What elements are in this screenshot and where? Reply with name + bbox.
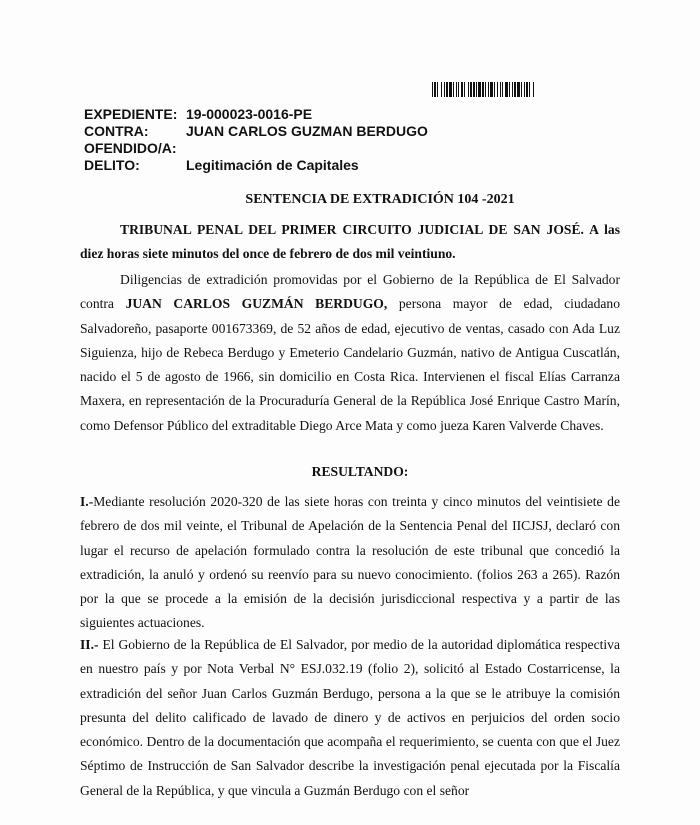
item-1-label: I.- (80, 494, 94, 509)
case-header (84, 106, 428, 174)
expediente-row (84, 106, 428, 123)
item-2 (80, 633, 620, 803)
ofendido-row (84, 140, 428, 157)
defendant-name: JUAN CARLOS GUZMÁN BERDUGO, (125, 296, 388, 312)
intro-text: TRIBUNAL PENAL DEL PRIMER CIRCUITO JUDICIAL DE SAN JOSÉ. A las diez horas siete minutos del once de febrero de dos mil veintiuno. (80, 222, 620, 262)
expediente-label: EXPEDIENTE: (84, 106, 178, 122)
document-title: SENTENCIA DE EXTRADICIÓN 104 -2021 (245, 192, 515, 207)
item-2-body: El Gobierno de la República de El Salvador, por medio de la autoridad diplomática respectiva en nuestro país y por Nota Verbal N° ESJ.032.19 (folio 2), solicitó al Estado Costarricense, la extradición del señor Juan Carlos Guzmán Berdugo, persona a la que se le atribuye la comisión presunta del delito calificado de lavado de dinero y de activos en perjuicios del orden socio económico. Dentro de la documentación que acompaña el requerimiento, se cuenta con que el Juez Séptimo de Instrucción de San Salvador describe la investigación penal ejecutada por la Fiscalía General de la República, y que vincula a Guzmán Berdugo con el señor (80, 637, 620, 798)
party-text (80, 268, 620, 438)
ofendido-label: OFENDIDO/A: (84, 140, 177, 156)
party-text-start: Diligencias de extradición promovidas por el Gobierno de la República de El Salvador contra (80, 272, 620, 312)
delito-value: Legitimación de Capitales (186, 157, 359, 173)
item-1-text (80, 490, 620, 636)
delito-row (84, 157, 428, 174)
party-text-rest: persona mayor de edad, ciudadano Salvadoreño, pasaporte 001673369, de 52 años de edad, ejecutivo de ventas, casado con Ada Luz Siguienza, hijo de Rebeca Berdugo y Emeterio Candelario Guzmán, nativo de Antigua Cuscatlán, nacido el 5 de agosto de 1966, sin domicilio en Costa Rica. Intervienen el fiscal Elías Carranza Maxera, en representación de la Procuraduría General de la República José Enrique Castro Marín, como Defensor Público del extraditable Diego Arce Mata y como jueza Karen Valverde Chaves. (80, 296, 620, 433)
intro-paragraph (80, 218, 620, 267)
item-1 (80, 490, 620, 636)
item-2-text (80, 633, 620, 803)
contra-label: CONTRA: (84, 123, 149, 139)
expediente-value: 19-000023-0016-PE (186, 106, 313, 122)
item-2-label: II.- (80, 637, 99, 652)
contra-row (84, 123, 428, 140)
contra-value: JUAN CARLOS GUZMAN BERDUGO (186, 123, 428, 139)
delito-label: DELITO: (84, 157, 140, 173)
resultando-heading: RESULTANDO: (311, 464, 409, 479)
item-1-body: Mediante resolución 2020-320 de las siete horas con treinta y cinco minutos del veintisiete de febrero de dos mil veinte, el Tribunal de Apelación de la Sentencia Penal del IICJSJ, declaró con lugar el recurso de apelación formulado contra la resolución de este tribunal que concedió la extradición, la anuló y ordenó su reenvío para su nuevo conocimiento. (folios 263 a 265). Razón por la que se procede a la emisión de la decisión jurisdiccional respectiva y a partir de las siguientes actuaciones. (80, 494, 620, 631)
party-paragraph (80, 268, 620, 438)
barcode (432, 82, 620, 97)
